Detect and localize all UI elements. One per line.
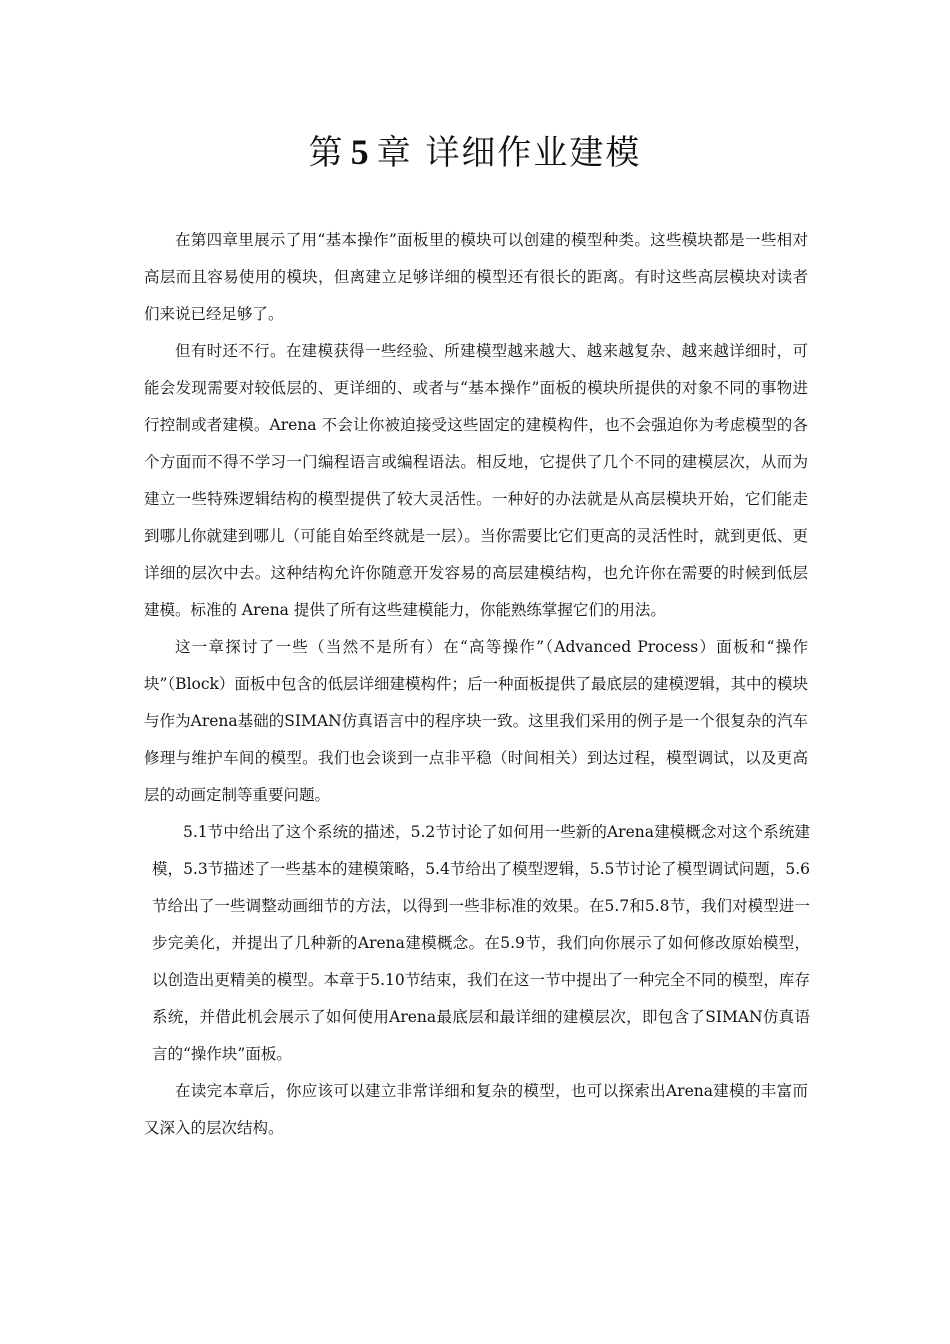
- paragraph-chapter-scope: 这一章探讨了一些（当然不是所有）在“高等操作”（Advanced Process）面板和“操作块”（Block）面板中包含的低层详细建模构件；后一种面板提供了最底层的建模逻辑，其中的模块与作为Arena基础的SIMAN仿真语言中的程序块一致。这里我们采用的例子是一个很复杂的汽车修理与维护车间的模型。我们也会谈到一点非平稳（时间相关）到达过程，模型调试，以及更高层的动画定制等重要问题。: [144, 638, 808, 804]
- paragraph-flexibility: 但有时还不行。在建模获得一些经验、所建模型越来越大、越来越复杂、越来越详细时，可能会发现需要对较低层的、更详细的、或者与“基本操作”面板的模块所提供的对象不同的事物进行控制或者建模。Arena 不会让你被迫接受这些固定的建模构件，也不会强迫你为考虑模型的各个方面而不得不学习一门编程语言或编程语法。相反地，它提供了几个不同的建模层次，从而为建立一些特殊逻辑结构的模型提供了较大灵活性。一种好的办法就是从高层模块开始，它们能走到哪儿你就建到哪儿（可能自始至终就是一层）。当你需要比它们更高的灵活性时，就到更低、更详细的层次中去。这种结构允许你随意开发容易的高层建模结构，也允许你在需要的时候到低层建模。标准的 Arena 提供了所有这些建模能力，你能熟练掌握它们的用法。: [144, 342, 808, 619]
- chapter-title-text: 章 详细作业建模: [376, 133, 642, 173]
- paragraph-conclusion: 在读完本章后，你应该可以建立非常详细和复杂的模型，也可以探索出Arena建模的丰富而又深入的层次结构。: [144, 1082, 808, 1137]
- paragraph-section-overview: 5.1节中给出了这个系统的描述，5.2节讨论了如何用一些新的Arena建模概念对这个系统建模，5.3节描述了一些基本的建模策略，5.4节给出了模型逻辑，5.5节讨论了模型调试问题，5.6节给出了一些调整动画细节的方法，以得到一些非标准的效果。在5.7和5.8节，我们对模型进一步完美化，并提出了几种新的Arena建模概念。在5.9节，我们向你展示了如何修改原始模型，以创造出更精美的模型。本章于5.10节结束，我们在这一节中提出了一种完全不同的模型，库存系统，并借此机会展示了如何使用Arena最底层和最详细的建模层次，即包含了SIMAN仿真语言的“操作块”面板。: [152, 823, 810, 1063]
- chapter-body: [144, 222, 808, 1147]
- chapter-prefix: 第: [308, 133, 345, 173]
- chapter-number: 5: [350, 132, 371, 172]
- paragraph-intro: 在第四章里展示了用“基本操作”面板里的模块可以创建的模型种类。这些模块都是一些相对高层而且容易使用的模块，但离建立足够详细的模型还有很长的距离。有时这些高层模块对读者们来说已经足够了。: [144, 231, 808, 323]
- chapter-title: [0, 128, 950, 177]
